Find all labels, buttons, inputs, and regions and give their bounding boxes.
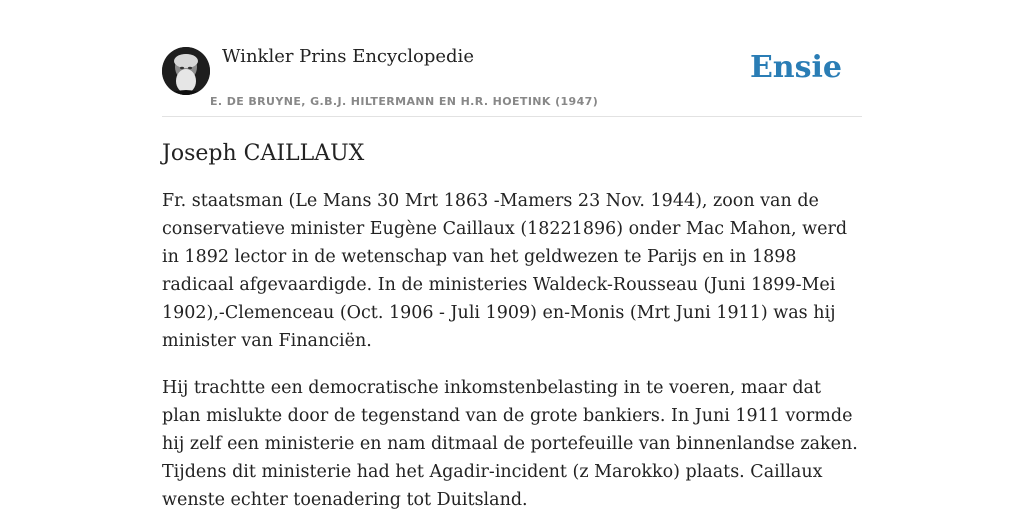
article-paragraph: Hij trachtte een democratische inkomstenbelasting in te voeren, maar dat plan mislukte door de tegenstand van de grote bankiers. In Juni 1911 vormde hij zelf een ministerie en nam ditmaal de portefeuille van binnenlandse zaken. Tijdens dit ministerie had het Agadir-incident (z Marokko) plaats. Caillaux wenste echter toenadering tot Duitsland.: [162, 378, 858, 510]
ensie-logo-link[interactable]: Ensie: [749, 50, 842, 85]
portrait-image: [162, 47, 210, 95]
article-title: Joseph CAILLAUX: [162, 141, 365, 166]
article-paragraph: Fr. staatsman (Le Mans 30 Mrt 1863 -Mamers 23 Nov. 1944), zoon van de conservatieve minister Eugène Caillaux (18221896) onder Mac Mahon, werd in 1892 lector in de wetenschap van het geldwezen te Parijs en in 1898 radicaal afgevaardigde. In de ministeries Waldeck-Rousseau (Juni 1899-Mei 1902),-Clemenceau (Oct. 1906 - Juli 1909) en-Monis (Mrt Juni 1911) was hij minister van Financiën.: [162, 191, 848, 351]
site-header: [162, 0, 862, 117]
author-avatar: [162, 47, 210, 95]
page-container: [162, 0, 862, 514]
site-title[interactable]: Winkler Prins Encyclopedie: [222, 46, 474, 67]
edition-subtitle: E. DE BRUYNE, G.B.J. HILTERMANN EN H.R. HOETINK (1947): [210, 95, 599, 108]
